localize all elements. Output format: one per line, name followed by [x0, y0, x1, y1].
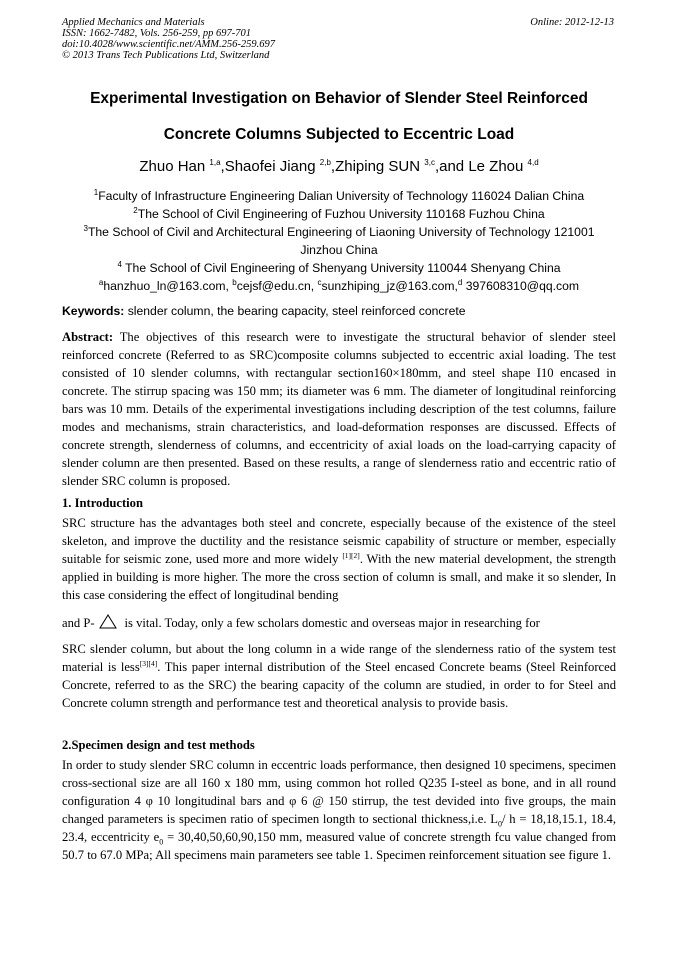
- section2-text: In order to study slender SRC column in eccentric loads performance, then designed 10 specimens, specimen cross-sectional size are all 160 x 180 mm, using common hot rolled Q235 I-steel as bone, and in all round configuration 4 φ 10 longitudinal bars and φ 6 @ 150 stirrup, the test devided into five groups, the main changed parameters is specimen ratio of specimen longth to sectional thickness,i.e. L: [62, 758, 616, 826]
- section-heading-introduction: 1. Introduction: [62, 496, 143, 510]
- section2-paragraph: [62, 756, 616, 864]
- affiliation-4: [62, 259, 616, 277]
- affiliation-mark: 2: [133, 205, 138, 215]
- email-mark: d: [457, 277, 463, 287]
- email-mark: c: [317, 277, 322, 287]
- email-link[interactable]: hanzhuo_ln@163.com,: [103, 279, 233, 293]
- author-separator: ,: [330, 158, 336, 175]
- affiliation-3-city: Jinzhou China: [300, 243, 378, 257]
- author-emails: [62, 279, 616, 293]
- abstract: [62, 328, 616, 490]
- email-link[interactable]: cejsf@edu.cn,: [236, 279, 318, 293]
- affiliation-text: The School of Civil Engineering of Fuzhou University 110168 Fuzhou China: [137, 207, 545, 221]
- paper-title-line-1: Experimental Investigation on Behavior of Slender Steel Reinforced: [90, 90, 588, 107]
- author-affiliation-mark: 2,b: [319, 158, 331, 167]
- affiliation-1: [62, 187, 616, 205]
- affiliation-text: Faculty of Infrastructure Engineering Dalian University of Technology 116024 Dalian China: [98, 189, 585, 203]
- abstract-label: Abstract:: [62, 330, 114, 344]
- abstract-text: The objectives of this research were to investigate the structural behavior of slender steel reinforced concrete (Referred to as SRC)composite columns subjected to eccentric axial loading. The test consisted of 10 slender columns, with rectangular section160×180mm, and steel shape I10 encased in concrete. The stirrup spacing was 150 mm; its diameter was 6 mm. The diameter of longitudinal reinforcing bars was 10 mm. Details of the experimental investigations including description of the test columns, failure modes and mechanisms, strain characteristics, and load-deformation responses are discussed. Effects of concrete strength, slenderness of columns, and eccentricity of axial loads on the load-carrying capacity of slender column are then presented. Based on these results, a range of slenderness ratio and eccentric ratio of slender SRC column is proposed.: [62, 330, 616, 488]
- issn-line: ISSN: 1662-7482, Vols. 256-259, pp 697-701: [62, 28, 251, 39]
- section-heading-specimen-design: 2.Specimen design and test methods: [62, 738, 255, 752]
- author-list: [40, 158, 638, 175]
- author-affiliation-mark: 1,a: [209, 158, 221, 167]
- subscript: 0: [159, 837, 164, 847]
- copyright-line: © 2013 Trans Tech Publications Ltd, Switzerland: [62, 50, 270, 61]
- email-link[interactable]: 397608310@qq.com: [462, 279, 580, 293]
- author-affiliation-mark: 3,c: [424, 158, 435, 167]
- section2-text: / h = 18,18,15.1, 18.4, 23.4, eccentricity e: [62, 812, 616, 844]
- citation-ref: [1][2]: [342, 550, 360, 560]
- email-link[interactable]: sunzhiping_jz@163.com,: [321, 279, 458, 293]
- affiliation-mark: 3: [83, 223, 88, 233]
- affiliation-2: [62, 205, 616, 223]
- keywords: [62, 304, 616, 318]
- intro-text: is vital. Today, only a few scholars domestic and overseas major in researching for: [124, 616, 540, 630]
- affiliation-text: The School of Civil Engineering of Shenyang University 110044 Shenyang China: [121, 261, 561, 275]
- intro-text: SRC structure has the advantages both steel and concrete, especially because of the existence of the steel skeleton, and improve the ductility and the resistance seismic capability of structure or member, especially suitable for seismic zone, used more and more widely: [62, 516, 616, 566]
- affiliation-mark: 1: [93, 187, 99, 197]
- intro-text: and P-: [62, 616, 95, 630]
- section2-text: = 30,40,50,60,90,150 mm, measured value of concrete strength fcu value changed from 50.7 to 67.0 MPa; All specimens main parameters see table 1. Specimen reinforcement situation see figure 1.: [62, 830, 617, 862]
- email-mark: a: [98, 277, 104, 287]
- intro-text: . With the new material development, the strength applied in building is more higher. The more the cross section of column is small, and make it so slender, In this case considering the effect of longitudinal bending: [62, 552, 616, 602]
- subscript: 0: [498, 819, 502, 829]
- intro-paragraph-1: [62, 514, 616, 604]
- author-name: Le Zhou: [468, 158, 528, 175]
- author-name: Zhiping SUN: [335, 158, 425, 175]
- intro-text: . This paper internal distribution of the Steel encased Concrete beams (Steel Reinforced Concrete, referred to as the SRC) the bearing capacity of the column are studied, in order to for Steel and Concrete column strength and performance test and theoretical analysis to provide basis.: [62, 660, 616, 710]
- journal-name: Applied Mechanics and Materials: [62, 17, 205, 28]
- author-separator: ,: [220, 158, 225, 175]
- citation-ref: [3][4]: [139, 658, 158, 668]
- delta-triangle-icon: [99, 614, 117, 634]
- intro-paragraph-3: [62, 640, 616, 712]
- intro-text: SRC slender column, but about the long column in a wide range of the slenderness ratio of the system test material is less: [62, 642, 616, 674]
- doi-line: doi:10.4028/www.scientific.net/AMM.256-259.697: [62, 39, 275, 50]
- author-name: Shaofei Jiang: [224, 158, 320, 175]
- author-name: Zhuo Han: [139, 158, 210, 175]
- affiliation-text: The School of Civil and Architectural Engineering of Liaoning University of Technology 121001: [87, 225, 595, 239]
- online-date: Online: 2012-12-13: [530, 17, 614, 28]
- author-separator: ,and: [434, 158, 469, 175]
- keywords-text: slender column, the bearing capacity, steel reinforced concrete: [124, 304, 466, 318]
- email-mark: b: [232, 277, 237, 287]
- paper-title-line-2: Concrete Columns Subjected to Eccentric Load: [163, 126, 515, 143]
- keywords-label: Keywords:: [62, 304, 125, 318]
- affiliation-mark: 4: [117, 259, 122, 269]
- author-affiliation-mark: 4,d: [527, 158, 539, 167]
- intro-paragraph-2: [62, 614, 616, 634]
- affiliation-3: [62, 223, 616, 241]
